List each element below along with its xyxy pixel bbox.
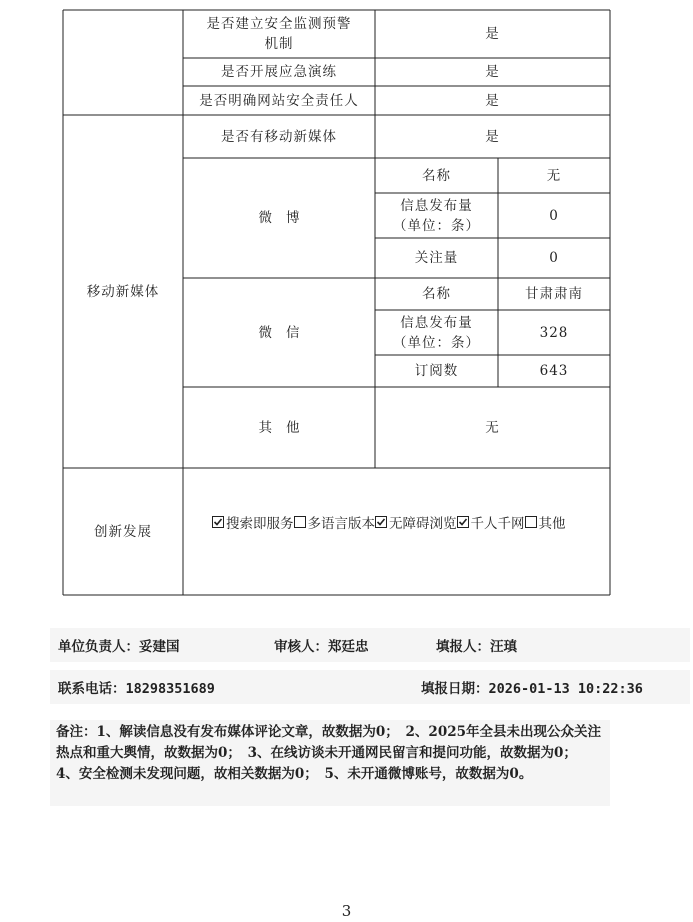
- wechat-subs-label: 订阅数: [414, 363, 459, 379]
- phone: 联系电话：18298351689: [58, 681, 215, 697]
- weibo-follow-value: 0: [549, 250, 559, 266]
- has-mobile-value: 是: [485, 128, 500, 145]
- wechat-name-label: 名称: [422, 286, 451, 302]
- checkbox-empty-icon[interactable]: [525, 516, 537, 528]
- checkbox-empty-icon[interactable]: [294, 516, 306, 528]
- option-label: 千人千网: [470, 516, 525, 532]
- other-label: 其他: [258, 419, 314, 436]
- page-number: 3: [341, 902, 352, 920]
- wechat-subs-value: 643: [539, 363, 569, 379]
- checkbox-checked-icon[interactable]: [375, 516, 387, 528]
- option-multilingual[interactable]: [294, 512, 376, 532]
- wechat-count-value: 328: [539, 324, 569, 341]
- option-accessibility[interactable]: [375, 512, 457, 532]
- monitor-label: 是否建立安全监测预警机制: [206, 16, 352, 52]
- filler: 填报人：汪瑱: [436, 639, 517, 655]
- remarks: 备注：1、解读信息没有发布媒体评论文章，故数据为0； 2、2025年全县未出现公众关注热点和重大舆情，故数据为0； 3、在线访谈未开通网民留言和提问功能，故数据为0； 4、安全检测未发现问题，故相关数据为0； 5、未开通微博账号，故数据为0。: [50, 720, 610, 806]
- drill-value: 是: [485, 64, 500, 80]
- unit-head: 单位负责人：妥建国: [58, 639, 180, 655]
- option-label: 搜索即服务: [226, 516, 294, 532]
- responsible-value: 是: [485, 92, 500, 109]
- fill-date: 填报日期：2026-01-13 10:22:36: [421, 681, 643, 697]
- other-value: 无: [485, 419, 500, 436]
- reviewer: 审核人：郑廷忠: [274, 639, 369, 655]
- responsible-label: 是否明确网站安全责任人: [199, 92, 359, 109]
- option-personalized[interactable]: [457, 512, 525, 532]
- weibo-count-label: 信息发布量（单位：条）: [393, 197, 480, 234]
- signature-line: [50, 628, 690, 662]
- innovation-label: 创新发展: [94, 523, 152, 540]
- monitor-value: 是: [485, 26, 500, 42]
- has-mobile-label: 是否有移动新媒体: [221, 128, 337, 145]
- wechat-label: 微信: [258, 324, 314, 341]
- option-label: 其他: [538, 516, 566, 532]
- weibo-follow-label: 关注量: [414, 250, 459, 266]
- option-search-as-service[interactable]: [212, 512, 294, 532]
- weibo-label: 微博: [258, 210, 314, 226]
- checkbox-checked-icon[interactable]: [457, 516, 469, 528]
- option-label: 无障碍浏览: [389, 516, 457, 532]
- wechat-count-label: 信息发布量（单位：条）: [393, 314, 480, 351]
- mobile-section-label: 移动新媒体: [86, 283, 160, 300]
- option-label: 多语言版本: [307, 516, 375, 532]
- drill-label: 是否开展应急演练: [221, 64, 337, 80]
- weibo-name-value: 无: [546, 167, 562, 184]
- option-other[interactable]: [525, 512, 566, 532]
- wechat-name-value: 甘肃肃南: [525, 286, 583, 302]
- weibo-name-label: 名称: [422, 167, 451, 184]
- contact-line: [50, 670, 690, 704]
- innovation-options: [212, 510, 612, 534]
- weibo-count-value: 0: [549, 207, 559, 224]
- checkbox-checked-icon[interactable]: [212, 516, 224, 528]
